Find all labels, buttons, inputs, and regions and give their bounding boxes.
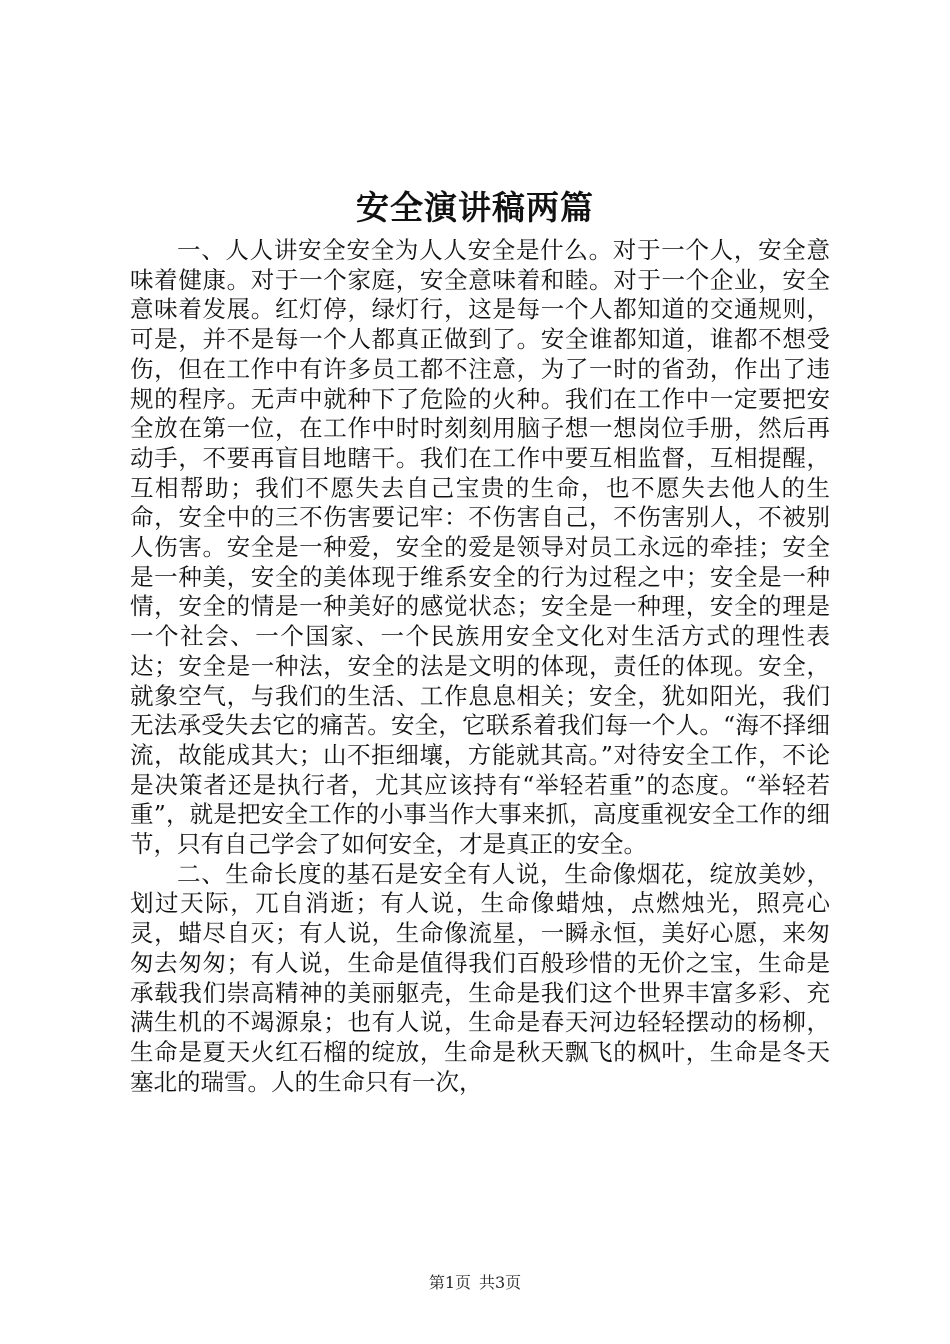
page-number: 第1页 bbox=[428, 1273, 471, 1292]
paragraph-1: 一、人人讲安全安全为人人安全是什么。对于一个人，安全意味着健康。对于一个家庭，安全意味着和睦。对于一个企业，安全意味着发展。红灯停，绿灯行，这是每一个人都知道的交通规则，可是，并不是每一个人都真正做到了。安全谁都知道，谁都不想受伤，但在工作中有许多员工都不注意，为了一时的省劲，作出了违规的程序。无声中就种下了危险的火种。我们在工作中一定要把安全放在第一位，在工作中时时刻刻用脑子想一想岗位手册，然后再动手，不要再盲目地瞎干。我们在工作中要互相监督，互相提醒，互相帮助；我们不愿失去自己宝贵的生命，也不愿失去他人的生命，安全中的三不伤害要记牢：不伤害自己，不伤害别人，不被别人伤害。安全是一种爱，安全的爱是领导对员工永远的牵挂；安全是一种美，安全的美体现于维系安全的行为过程之中；安全是一种情，安全的情是一种美好的感觉状态；安全是一种理，安全的理是一个社会、一个国家、一个民族用安全文化对生活方式的理性表达；安全是一种法，安全的法是文明的体现，责任的体现。安全，就象空气，与我们的生活、工作息息相关；安全，犹如阳光，我们无法承受失去它的痛苦。安全，它联系着我们每一个人。“海不择细流，故能成其大；山不拒细壤，方能就其高。”对待安全工作，不论是决策者还是执行者，尤其应该持有“举轻若重”的态度。“举轻若重”，就是把安全工作的小事当作大事来抓，高度重视安全工作的细节，只有自己学会了如何安全，才是真正的安全。 bbox=[130, 236, 830, 859]
document-title: 安全演讲稿两篇 bbox=[356, 188, 594, 227]
document-body bbox=[130, 236, 830, 1097]
page-total: 共3页 bbox=[479, 1273, 522, 1292]
paragraph-2: 二、生命长度的基石是安全有人说，生命像烟花，绽放美妙，划过天际，兀自消逝；有人说，生命像蜡烛，点燃烛光，照亮心灵，蜡尽自灭；有人说，生命像流星，一瞬永恒，美好心愿，来匆匆去匆匆；有人说，生命是值得我们百般珍惜的无价之宝，生命是承载我们崇高精神的美丽躯壳，生命是我们这个世界丰富多彩、充满生机的不竭源泉；也有人说，生命是春天河边轻轻摆动的杨柳，生命是夏天火红石榴的绽放，生命是秋天飘飞的枫叶，生命是冬天塞北的瑞雪。人的生命只有一次， bbox=[130, 859, 830, 1096]
page-footer bbox=[0, 1272, 950, 1294]
